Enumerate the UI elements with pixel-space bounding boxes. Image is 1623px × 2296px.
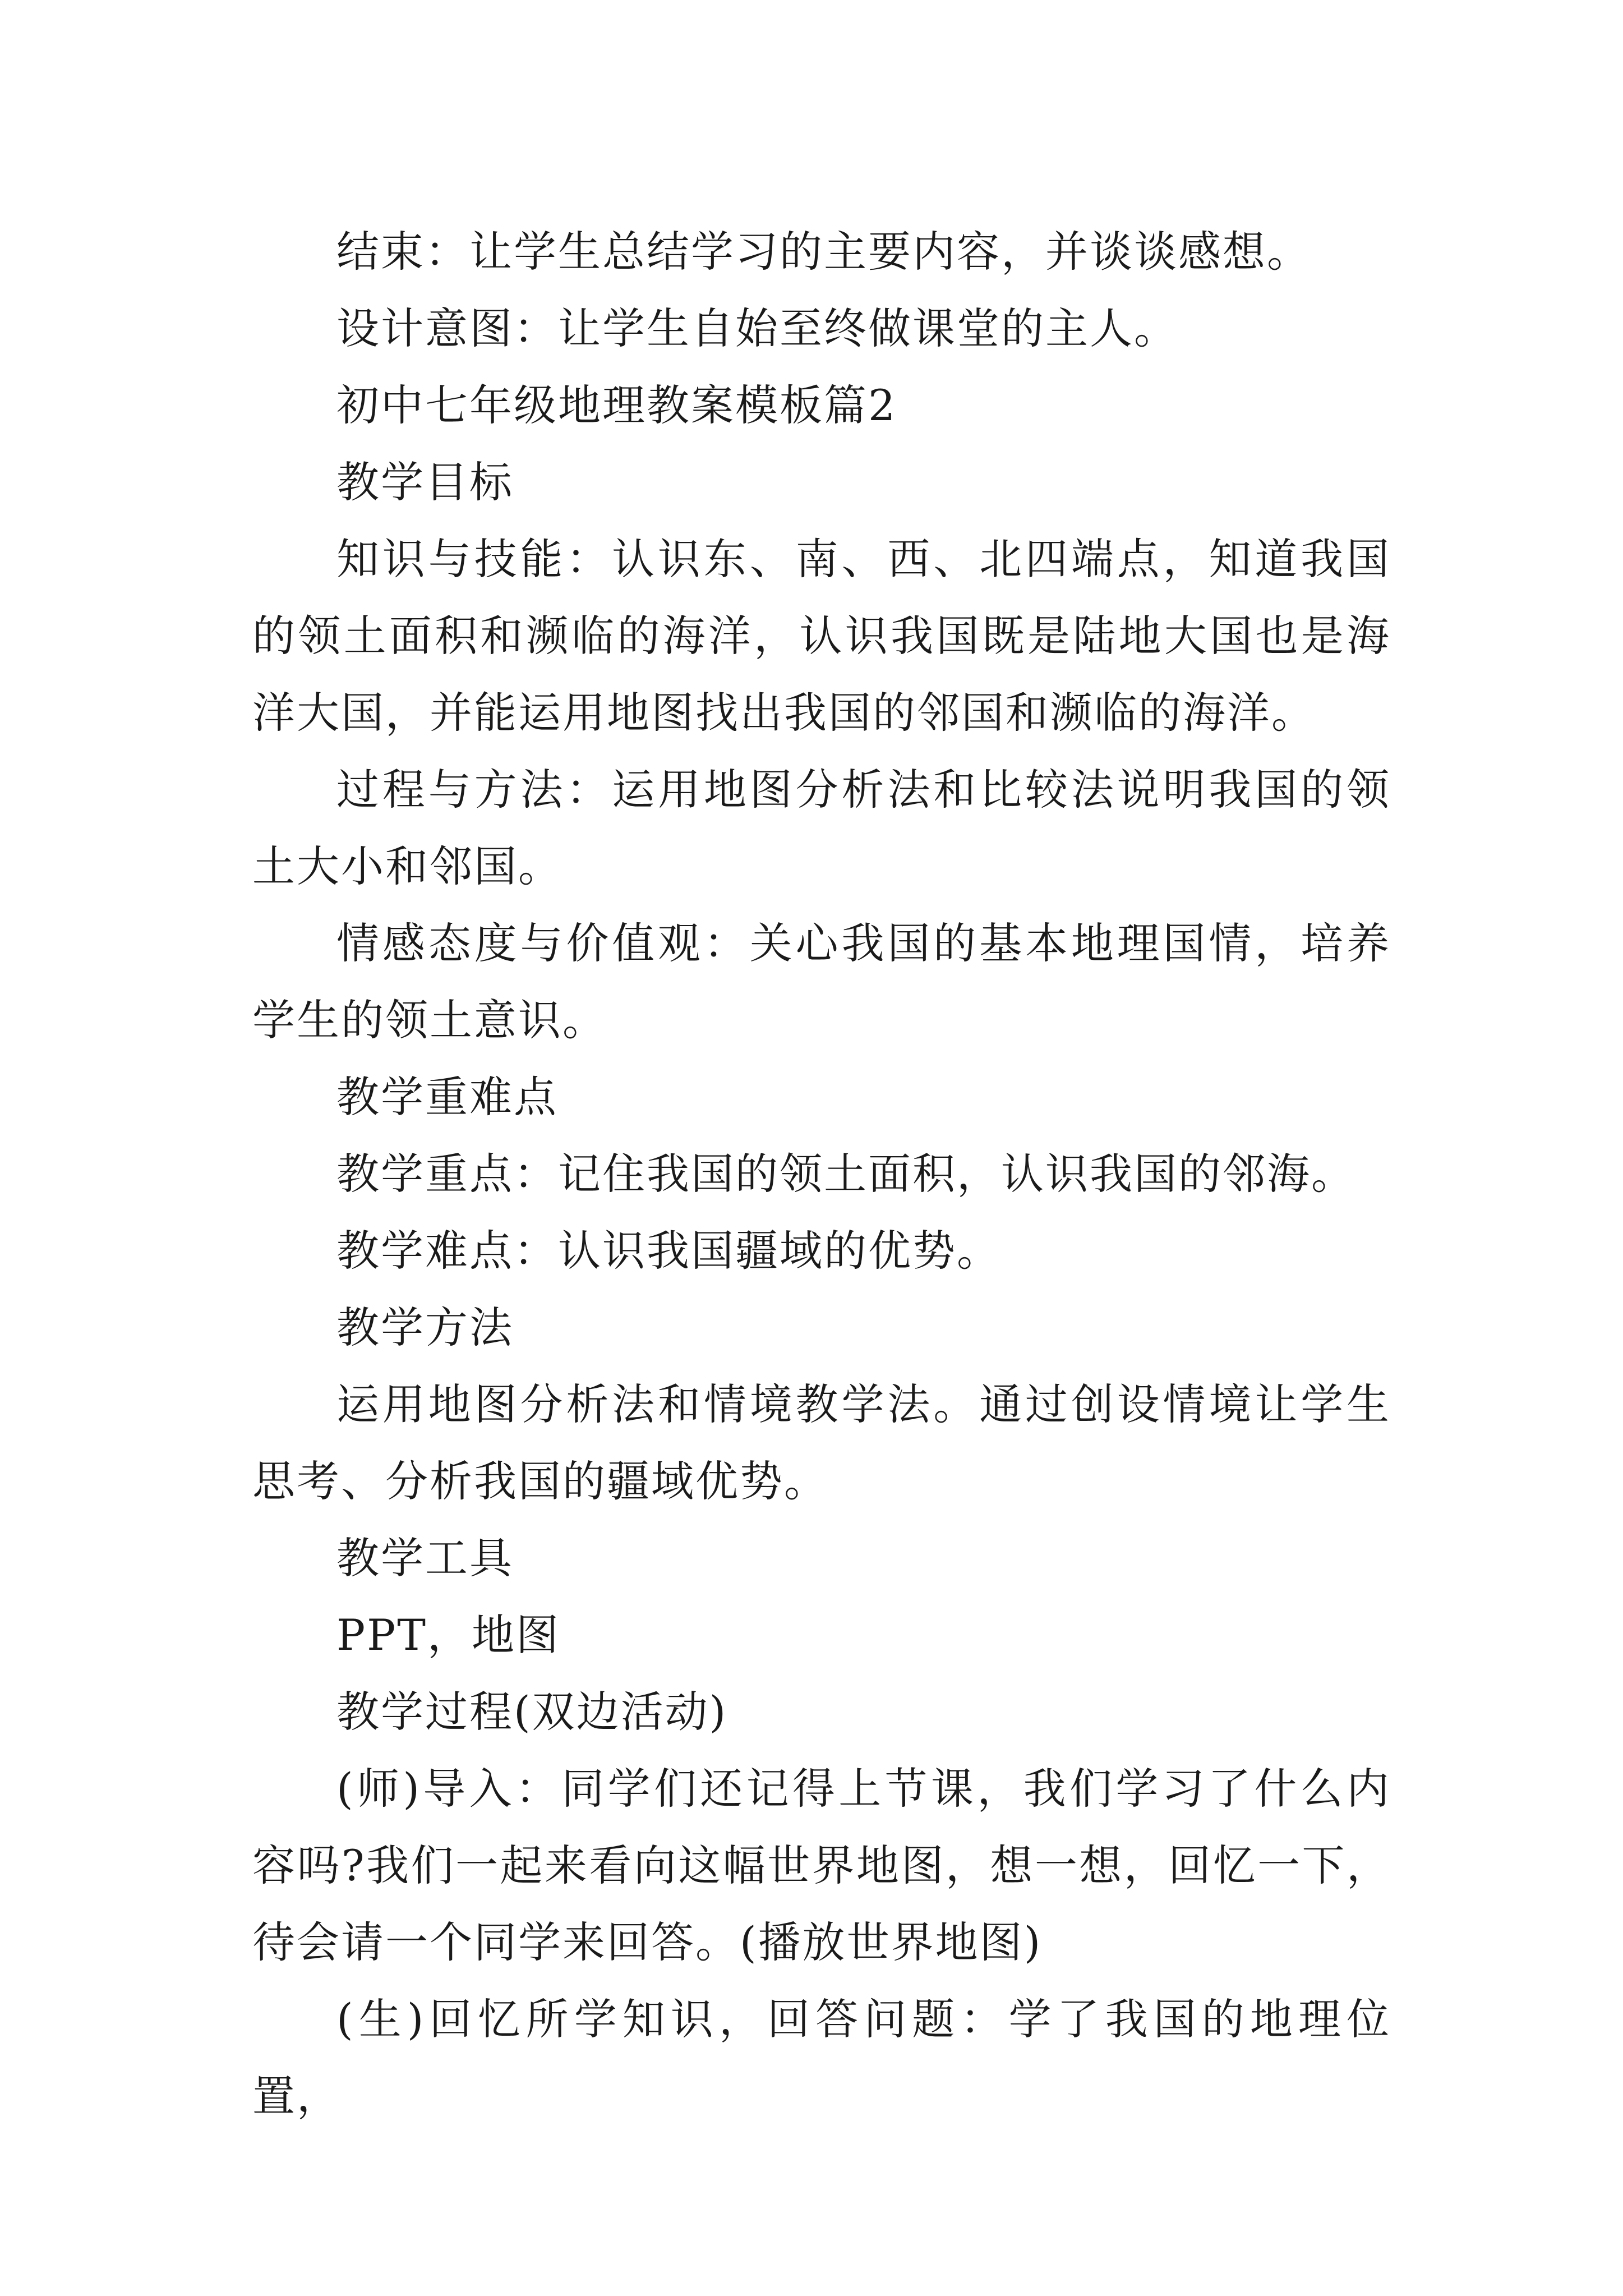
section-title: 初中七年级地理教案模板篇2 — [336, 380, 897, 430]
paragraph-emotion-values: 情感态度与价值观：关心我国的基本地理国情，培养学生的领土意识。 — [252, 918, 1391, 1045]
paragraph-key-point: 教学重点：记住我国的领土面积，认识我国的邻海。 — [336, 1149, 1355, 1199]
paragraph-teaching-method: 运用地图分析法和情境教学法。通过创设情境让学生思考、分析我国的疆域优势。 — [252, 1379, 1391, 1506]
paragraph-student-answer: (生)回忆所学知识，回答问题：学了我国的地理位置， — [252, 1994, 1391, 2121]
paragraph-knowledge-skills: 知识与技能：认识东、南、西、北四端点，知道我国的领土面积和濒临的海洋，认识我国既是陆地大国也是海洋大国，并能运用地图找出我国的邻国和濒临的海洋。 — [252, 534, 1391, 738]
paragraph-difficult-point: 教学难点：认识我国疆域的优势。 — [336, 1226, 1001, 1276]
heading-teaching-process: 教学过程(双边活动) — [336, 1687, 728, 1737]
heading-key-points: 教学重难点 — [336, 1072, 558, 1122]
heading-teaching-method: 教学方法 — [336, 1303, 514, 1352]
paragraph-design-intent: 设计意图：让学生自始至终做课堂的主人。 — [336, 303, 1178, 353]
paragraph-teaching-tools: PPT，地图 — [336, 1610, 560, 1660]
heading-teaching-tools: 教学工具 — [336, 1533, 514, 1583]
paragraph-summary: 结束：让学生总结学习的主要内容，并谈谈感想。 — [336, 227, 1311, 277]
paragraph-teacher-intro: (师)导入：同学们还记得上节课，我们学习了什么内容吗?我们一起来看向这幅世界地图，想一想，回忆一下，待会请一个同学来回答。(播放世界地图) — [252, 1764, 1391, 1967]
document-body — [252, 213, 1391, 2134]
heading-teaching-goals: 教学目标 — [336, 457, 514, 507]
paragraph-process-method: 过程与方法：运用地图分析法和比较法说明我国的领土大小和邻国。 — [252, 765, 1391, 891]
